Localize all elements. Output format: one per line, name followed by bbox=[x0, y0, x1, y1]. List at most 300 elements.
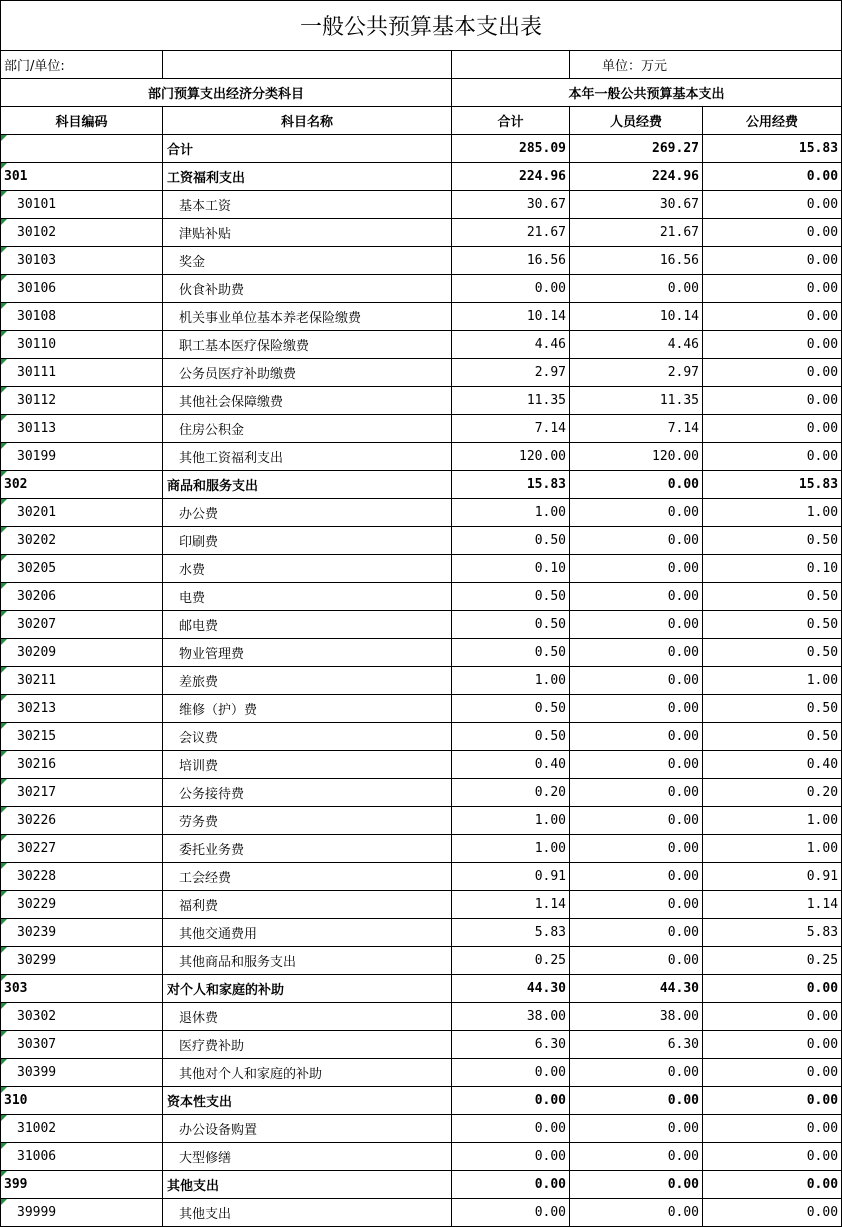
total-cell[interactable] bbox=[452, 1143, 570, 1171]
name-cell[interactable] bbox=[163, 1031, 452, 1059]
code-cell[interactable] bbox=[1, 863, 163, 891]
total-cell-text: 0.40 bbox=[534, 757, 566, 772]
code-cell[interactable] bbox=[1, 835, 163, 863]
code-cell[interactable] bbox=[1, 1115, 163, 1143]
total-cell[interactable] bbox=[452, 247, 570, 275]
public-cell[interactable] bbox=[703, 527, 842, 555]
name-cell[interactable] bbox=[163, 471, 452, 499]
public-cell[interactable] bbox=[703, 1031, 842, 1059]
header-code: 科目编码 bbox=[1, 107, 163, 135]
cell-marker-icon bbox=[1, 779, 7, 785]
total-cell[interactable] bbox=[452, 1087, 570, 1115]
name-cell-text: 奖金 bbox=[179, 255, 206, 270]
personnel-cell[interactable] bbox=[570, 275, 703, 303]
code-cell-text: 303 bbox=[4, 981, 28, 996]
public-cell[interactable] bbox=[703, 387, 842, 415]
public-cell[interactable] bbox=[703, 219, 842, 247]
table-row bbox=[1, 639, 842, 667]
personnel-cell[interactable] bbox=[570, 1199, 703, 1227]
total-cell[interactable] bbox=[452, 415, 570, 443]
name-cell[interactable] bbox=[163, 919, 452, 947]
name-cell[interactable] bbox=[163, 331, 452, 359]
public-cell[interactable] bbox=[703, 303, 842, 331]
name-cell-text: 对个人和家庭的补助 bbox=[167, 983, 285, 998]
personnel-cell-text: 0.00 bbox=[667, 1177, 699, 1192]
personnel-cell[interactable] bbox=[570, 499, 703, 527]
code-cell[interactable] bbox=[1, 443, 163, 471]
personnel-cell-text: 2.97 bbox=[667, 365, 699, 380]
personnel-cell[interactable] bbox=[570, 695, 703, 723]
total-cell-text: 21.67 bbox=[526, 225, 566, 240]
table-row bbox=[1, 667, 842, 695]
total-cell[interactable] bbox=[452, 667, 570, 695]
code-cell[interactable] bbox=[1, 387, 163, 415]
name-cell[interactable] bbox=[163, 1171, 452, 1199]
name-cell[interactable] bbox=[163, 751, 452, 779]
title-row bbox=[1, 1, 842, 51]
total-cell[interactable] bbox=[452, 359, 570, 387]
total-cell[interactable] bbox=[452, 863, 570, 891]
total-cell[interactable] bbox=[452, 555, 570, 583]
name-cell[interactable] bbox=[163, 443, 452, 471]
name-cell-text: 其他工资福利支出 bbox=[179, 451, 284, 466]
public-cell[interactable] bbox=[703, 807, 842, 835]
total-cell-text: 15.83 bbox=[526, 477, 566, 492]
name-cell[interactable] bbox=[163, 723, 452, 751]
name-cell[interactable] bbox=[163, 695, 452, 723]
code-cell[interactable] bbox=[1, 695, 163, 723]
personnel-cell[interactable] bbox=[570, 863, 703, 891]
public-cell-text: 0.00 bbox=[806, 365, 839, 380]
personnel-cell[interactable] bbox=[570, 611, 703, 639]
code-cell-text: 310 bbox=[4, 1093, 28, 1108]
code-cell-text: 30299 bbox=[17, 953, 57, 968]
code-cell[interactable] bbox=[1, 499, 163, 527]
name-cell[interactable] bbox=[163, 191, 452, 219]
code-cell[interactable] bbox=[1, 135, 163, 163]
name-cell-text: 其他支出 bbox=[179, 1207, 232, 1222]
code-cell[interactable] bbox=[1, 1199, 163, 1227]
total-cell[interactable] bbox=[452, 387, 570, 415]
code-cell[interactable] bbox=[1, 247, 163, 275]
code-cell[interactable] bbox=[1, 163, 163, 191]
code-cell-text: 30201 bbox=[17, 505, 57, 520]
dept-value-cell[interactable] bbox=[163, 51, 452, 79]
table-row bbox=[1, 1115, 842, 1143]
cell-marker-icon bbox=[1, 807, 7, 813]
code-cell[interactable] bbox=[1, 583, 163, 611]
name-cell-text: 其他支出 bbox=[167, 1179, 220, 1194]
personnel-cell[interactable] bbox=[570, 359, 703, 387]
cell-marker-icon bbox=[1, 835, 7, 841]
total-cell[interactable] bbox=[452, 751, 570, 779]
personnel-cell[interactable] bbox=[570, 835, 703, 863]
personnel-cell[interactable] bbox=[570, 751, 703, 779]
table-row bbox=[1, 135, 842, 163]
table-row bbox=[1, 555, 842, 583]
public-cell[interactable] bbox=[703, 163, 842, 191]
personnel-cell[interactable] bbox=[570, 163, 703, 191]
public-cell[interactable] bbox=[703, 499, 842, 527]
code-cell[interactable] bbox=[1, 947, 163, 975]
personnel-cell[interactable] bbox=[570, 639, 703, 667]
code-cell[interactable] bbox=[1, 359, 163, 387]
name-cell[interactable] bbox=[163, 1199, 452, 1227]
code-cell[interactable] bbox=[1, 611, 163, 639]
table-row bbox=[1, 471, 842, 499]
total-cell[interactable] bbox=[452, 275, 570, 303]
public-cell-text: 0.50 bbox=[806, 617, 839, 632]
personnel-cell[interactable] bbox=[570, 1115, 703, 1143]
total-cell[interactable] bbox=[452, 1199, 570, 1227]
public-cell[interactable] bbox=[703, 1143, 842, 1171]
total-cell[interactable] bbox=[452, 1059, 570, 1087]
personnel-cell[interactable] bbox=[570, 807, 703, 835]
personnel-cell[interactable] bbox=[570, 723, 703, 751]
cell-marker-icon bbox=[1, 611, 7, 617]
code-cell[interactable] bbox=[1, 331, 163, 359]
name-cell-text: 住房公积金 bbox=[179, 423, 245, 438]
total-cell[interactable] bbox=[452, 527, 570, 555]
name-cell[interactable] bbox=[163, 135, 452, 163]
name-cell[interactable] bbox=[163, 303, 452, 331]
personnel-cell[interactable] bbox=[570, 331, 703, 359]
unit-label: 单位：万元 bbox=[570, 51, 842, 79]
name-cell-text: 培训费 bbox=[179, 759, 219, 774]
empty-cell[interactable] bbox=[452, 51, 570, 79]
table-row bbox=[1, 303, 842, 331]
code-cell[interactable] bbox=[1, 975, 163, 1003]
total-cell-text: 0.50 bbox=[534, 701, 566, 716]
cell-marker-icon bbox=[1, 1171, 7, 1177]
personnel-cell[interactable] bbox=[570, 1087, 703, 1115]
public-cell[interactable] bbox=[703, 1199, 842, 1227]
personnel-cell[interactable] bbox=[570, 779, 703, 807]
public-cell[interactable] bbox=[703, 723, 842, 751]
code-cell-text: 30302 bbox=[17, 1009, 57, 1024]
code-cell[interactable] bbox=[1, 639, 163, 667]
table-row bbox=[1, 219, 842, 247]
public-cell[interactable] bbox=[703, 1059, 842, 1087]
name-cell[interactable] bbox=[163, 891, 452, 919]
personnel-cell-text: 7.14 bbox=[667, 421, 699, 436]
public-cell[interactable] bbox=[703, 667, 842, 695]
total-cell-text: 0.50 bbox=[534, 533, 566, 548]
code-cell[interactable] bbox=[1, 779, 163, 807]
public-cell[interactable] bbox=[703, 863, 842, 891]
table-row bbox=[1, 499, 842, 527]
total-cell-text: 0.50 bbox=[534, 729, 566, 744]
total-cell[interactable] bbox=[452, 163, 570, 191]
total-cell[interactable] bbox=[452, 891, 570, 919]
name-cell[interactable] bbox=[163, 947, 452, 975]
total-cell[interactable] bbox=[452, 331, 570, 359]
table-row bbox=[1, 191, 842, 219]
table-row bbox=[1, 807, 842, 835]
public-cell[interactable] bbox=[703, 1087, 842, 1115]
name-cell[interactable] bbox=[163, 975, 452, 1003]
name-cell[interactable] bbox=[163, 863, 452, 891]
code-cell[interactable] bbox=[1, 1143, 163, 1171]
name-cell[interactable] bbox=[163, 387, 452, 415]
table-row bbox=[1, 275, 842, 303]
name-cell[interactable] bbox=[163, 1003, 452, 1031]
public-cell[interactable] bbox=[703, 583, 842, 611]
personnel-cell[interactable] bbox=[570, 415, 703, 443]
total-cell[interactable] bbox=[452, 1003, 570, 1031]
code-cell[interactable] bbox=[1, 415, 163, 443]
total-cell[interactable] bbox=[452, 723, 570, 751]
code-cell-text: 301 bbox=[4, 169, 28, 184]
personnel-cell[interactable] bbox=[570, 1031, 703, 1059]
name-cell[interactable] bbox=[163, 639, 452, 667]
total-cell[interactable] bbox=[452, 583, 570, 611]
name-cell[interactable] bbox=[163, 1087, 452, 1115]
personnel-cell[interactable] bbox=[570, 1003, 703, 1031]
name-cell[interactable] bbox=[163, 1059, 452, 1087]
name-cell[interactable] bbox=[163, 779, 452, 807]
cell-marker-icon bbox=[1, 331, 7, 337]
code-cell[interactable] bbox=[1, 303, 163, 331]
code-cell[interactable] bbox=[1, 275, 163, 303]
public-cell-text: 0.00 bbox=[806, 449, 839, 464]
name-cell-text: 津贴补贴 bbox=[179, 227, 232, 242]
code-cell[interactable] bbox=[1, 919, 163, 947]
table-row bbox=[1, 975, 842, 1003]
table-row bbox=[1, 695, 842, 723]
personnel-cell[interactable] bbox=[570, 247, 703, 275]
public-cell[interactable] bbox=[703, 695, 842, 723]
name-cell[interactable] bbox=[163, 583, 452, 611]
name-cell[interactable] bbox=[163, 163, 452, 191]
table-row bbox=[1, 387, 842, 415]
name-cell[interactable] bbox=[163, 359, 452, 387]
public-cell[interactable] bbox=[703, 555, 842, 583]
personnel-cell[interactable] bbox=[570, 919, 703, 947]
name-cell[interactable] bbox=[163, 807, 452, 835]
name-cell-text: 差旅费 bbox=[179, 675, 219, 690]
public-cell[interactable] bbox=[703, 1171, 842, 1199]
public-cell-text: 0.25 bbox=[806, 953, 839, 968]
total-cell[interactable] bbox=[452, 695, 570, 723]
personnel-cell[interactable] bbox=[570, 527, 703, 555]
public-cell-text: 1.00 bbox=[806, 673, 839, 688]
public-cell[interactable] bbox=[703, 275, 842, 303]
public-cell[interactable] bbox=[703, 891, 842, 919]
name-cell[interactable] bbox=[163, 219, 452, 247]
name-cell[interactable] bbox=[163, 555, 452, 583]
name-cell[interactable] bbox=[163, 835, 452, 863]
name-cell-text: 工会经费 bbox=[179, 871, 232, 886]
public-cell-text: 0.00 bbox=[806, 1149, 839, 1164]
code-cell[interactable] bbox=[1, 527, 163, 555]
total-cell[interactable] bbox=[452, 1115, 570, 1143]
public-cell[interactable] bbox=[703, 975, 842, 1003]
personnel-cell-text: 0.00 bbox=[667, 561, 699, 576]
cell-marker-icon bbox=[1, 667, 7, 673]
name-cell[interactable] bbox=[163, 1143, 452, 1171]
public-cell[interactable] bbox=[703, 835, 842, 863]
cell-marker-icon bbox=[1, 387, 7, 393]
code-cell[interactable] bbox=[1, 191, 163, 219]
personnel-cell[interactable] bbox=[570, 135, 703, 163]
header-personnel: 人员经费 bbox=[570, 107, 703, 135]
public-cell[interactable] bbox=[703, 415, 842, 443]
personnel-cell-text: 0.00 bbox=[667, 841, 699, 856]
public-cell[interactable] bbox=[703, 947, 842, 975]
total-cell[interactable] bbox=[452, 303, 570, 331]
cell-marker-icon bbox=[1, 975, 7, 981]
cell-marker-icon bbox=[1, 1059, 7, 1065]
code-cell[interactable] bbox=[1, 555, 163, 583]
code-cell[interactable] bbox=[1, 1003, 163, 1031]
personnel-cell-text: 0.00 bbox=[667, 617, 699, 632]
public-cell[interactable] bbox=[703, 191, 842, 219]
personnel-cell[interactable] bbox=[570, 583, 703, 611]
public-cell[interactable] bbox=[703, 471, 842, 499]
personnel-cell-text: 30.67 bbox=[659, 197, 699, 212]
header-total: 合计 bbox=[452, 107, 570, 135]
public-cell-text: 0.50 bbox=[806, 729, 839, 744]
public-cell[interactable] bbox=[703, 639, 842, 667]
public-cell[interactable] bbox=[703, 611, 842, 639]
personnel-cell[interactable] bbox=[570, 975, 703, 1003]
total-cell-text: 16.56 bbox=[526, 253, 566, 268]
personnel-cell[interactable] bbox=[570, 303, 703, 331]
public-cell[interactable] bbox=[703, 443, 842, 471]
public-cell[interactable] bbox=[703, 247, 842, 275]
total-cell[interactable] bbox=[452, 611, 570, 639]
code-cell-text: 302 bbox=[4, 477, 28, 492]
personnel-cell[interactable] bbox=[570, 947, 703, 975]
info-row bbox=[1, 51, 842, 79]
code-cell[interactable] bbox=[1, 751, 163, 779]
code-cell[interactable] bbox=[1, 1087, 163, 1115]
code-cell-text: 30215 bbox=[17, 729, 57, 744]
cell-marker-icon bbox=[1, 695, 7, 701]
total-cell[interactable] bbox=[452, 219, 570, 247]
code-cell[interactable] bbox=[1, 807, 163, 835]
cell-marker-icon bbox=[1, 919, 7, 925]
table-row bbox=[1, 779, 842, 807]
total-cell[interactable] bbox=[452, 1031, 570, 1059]
public-cell[interactable] bbox=[703, 359, 842, 387]
personnel-cell[interactable] bbox=[570, 443, 703, 471]
personnel-cell-text: 0.00 bbox=[667, 1065, 699, 1080]
cell-marker-icon bbox=[1, 443, 7, 449]
name-cell[interactable] bbox=[163, 667, 452, 695]
code-cell[interactable] bbox=[1, 891, 163, 919]
personnel-cell[interactable] bbox=[570, 1171, 703, 1199]
public-cell[interactable] bbox=[703, 331, 842, 359]
personnel-cell[interactable] bbox=[570, 191, 703, 219]
personnel-cell-text: 120.00 bbox=[652, 449, 699, 464]
total-cell[interactable] bbox=[452, 807, 570, 835]
table-row bbox=[1, 611, 842, 639]
total-cell[interactable] bbox=[452, 835, 570, 863]
name-cell-text: 退休费 bbox=[179, 1011, 219, 1026]
cell-marker-icon bbox=[1, 359, 7, 365]
name-cell-text: 职工基本医疗保险缴费 bbox=[179, 339, 310, 354]
name-cell[interactable] bbox=[163, 415, 452, 443]
name-cell[interactable] bbox=[163, 275, 452, 303]
personnel-cell[interactable] bbox=[570, 219, 703, 247]
total-cell-text: 1.00 bbox=[534, 813, 566, 828]
total-cell[interactable] bbox=[452, 975, 570, 1003]
name-cell[interactable] bbox=[163, 247, 452, 275]
public-cell-text: 0.20 bbox=[806, 785, 839, 800]
cell-marker-icon bbox=[1, 947, 7, 953]
code-cell[interactable] bbox=[1, 723, 163, 751]
cell-marker-icon bbox=[1, 863, 7, 869]
code-cell-text: 30207 bbox=[17, 617, 57, 632]
public-cell-text: 0.00 bbox=[806, 981, 839, 996]
total-cell[interactable] bbox=[452, 919, 570, 947]
total-cell[interactable] bbox=[452, 779, 570, 807]
name-cell[interactable] bbox=[163, 1115, 452, 1143]
total-cell[interactable] bbox=[452, 947, 570, 975]
total-cell[interactable] bbox=[452, 639, 570, 667]
name-cell[interactable] bbox=[163, 611, 452, 639]
header-name: 科目名称 bbox=[163, 107, 452, 135]
personnel-cell[interactable] bbox=[570, 387, 703, 415]
code-cell[interactable] bbox=[1, 667, 163, 695]
public-cell[interactable] bbox=[703, 919, 842, 947]
total-cell-text: 2.97 bbox=[534, 365, 566, 380]
public-cell[interactable] bbox=[703, 751, 842, 779]
total-cell-text: 1.00 bbox=[534, 673, 566, 688]
personnel-cell[interactable] bbox=[570, 471, 703, 499]
total-cell[interactable] bbox=[452, 135, 570, 163]
personnel-cell[interactable] bbox=[570, 667, 703, 695]
personnel-cell[interactable] bbox=[570, 555, 703, 583]
public-cell-text: 0.00 bbox=[806, 1121, 839, 1136]
total-cell[interactable] bbox=[452, 443, 570, 471]
code-cell-text: 30106 bbox=[17, 281, 57, 296]
code-cell[interactable] bbox=[1, 1059, 163, 1087]
code-cell[interactable] bbox=[1, 471, 163, 499]
code-cell[interactable] bbox=[1, 219, 163, 247]
public-cell[interactable] bbox=[703, 1003, 842, 1031]
total-cell-text: 0.00 bbox=[534, 1177, 566, 1192]
total-cell[interactable] bbox=[452, 471, 570, 499]
personnel-cell-text: 21.67 bbox=[659, 225, 699, 240]
personnel-cell[interactable] bbox=[570, 891, 703, 919]
public-cell[interactable] bbox=[703, 135, 842, 163]
personnel-cell-text: 38.00 bbox=[659, 1009, 699, 1024]
code-cell-text: 30113 bbox=[17, 421, 57, 436]
name-cell[interactable] bbox=[163, 527, 452, 555]
personnel-cell[interactable] bbox=[570, 1143, 703, 1171]
total-cell[interactable] bbox=[452, 1171, 570, 1199]
personnel-cell-text: 11.35 bbox=[659, 393, 699, 408]
code-cell[interactable] bbox=[1, 1171, 163, 1199]
table-row bbox=[1, 163, 842, 191]
cell-marker-icon bbox=[1, 135, 7, 141]
cell-marker-icon bbox=[1, 555, 7, 561]
code-cell[interactable] bbox=[1, 1031, 163, 1059]
total-cell[interactable] bbox=[452, 499, 570, 527]
public-cell-text: 1.00 bbox=[806, 841, 839, 856]
public-cell[interactable] bbox=[703, 1115, 842, 1143]
public-cell-text: 1.00 bbox=[806, 813, 839, 828]
total-cell[interactable] bbox=[452, 191, 570, 219]
public-cell[interactable] bbox=[703, 779, 842, 807]
name-cell-text: 办公费 bbox=[179, 507, 219, 522]
name-cell[interactable] bbox=[163, 499, 452, 527]
cell-marker-icon bbox=[1, 247, 7, 253]
personnel-cell[interactable] bbox=[570, 1059, 703, 1087]
